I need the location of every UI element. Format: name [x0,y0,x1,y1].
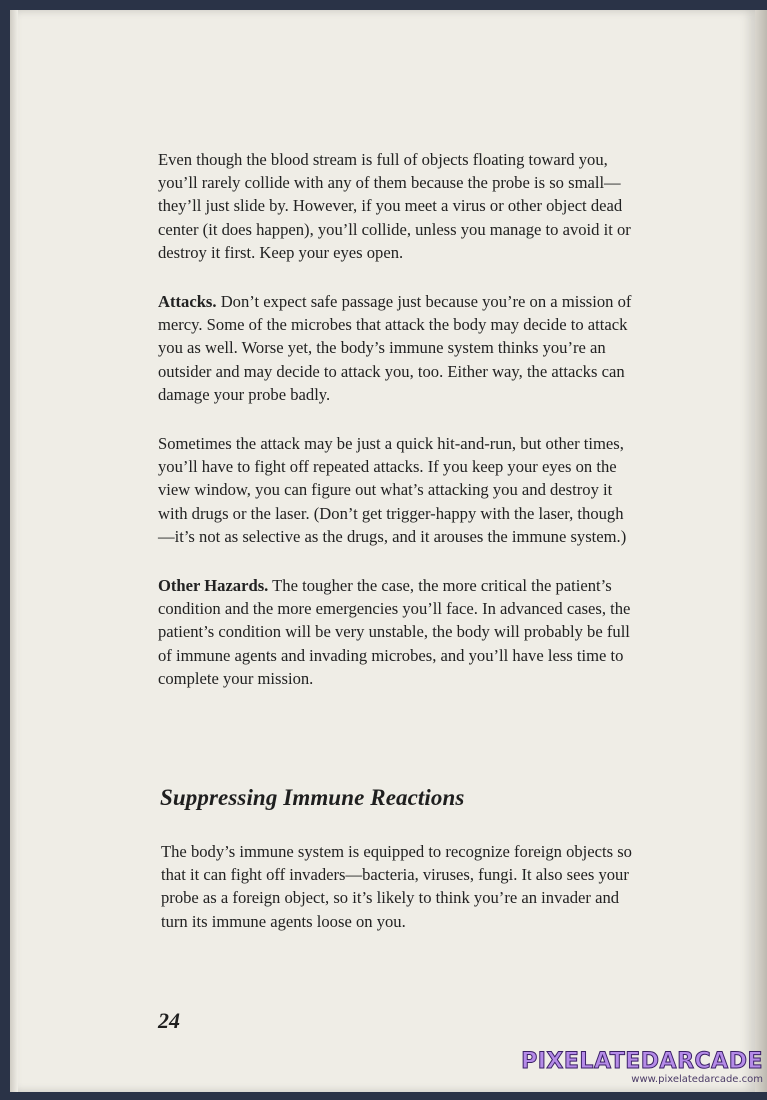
page-binding [10,10,18,1092]
paragraph-collisions: Even though the blood stream is full of objects floating toward you, you’ll rarely collide with any of them because the probe is so small—they’ll just slide by. However, if you meet a virus or other object dead center (it does happen), you’ll collide, unless you manage to avoid it or destroy it first. Keep your eyes open. [158,150,631,262]
paragraph-attacks [158,290,640,406]
watermark-brand: PIXELATEDARCADE [521,1049,763,1074]
watermark [521,1050,763,1086]
hazards-text: The tougher the case, the more critical the patient’s condition and the more emergencies you’ll face. In advanced cases, the patient’s condition will be very unstable, the body will probably be full of immune agents and invading microbes, and you’ll have less time to complete your mission. [158,576,631,688]
section-body [161,840,643,959]
page-edge [755,10,767,1092]
page-number: 24 [158,1008,180,1033]
hazards-run-in-heading: Other Hazards. [158,576,269,596]
body-text [158,148,640,716]
section-heading: Suppressing Immune Reactions [160,785,465,810]
attacks-text: Don’t expect safe passage just because you’re on a mission of mercy. Some of the microbes that attack the body may decide to attack you as well. Worse yet, the body’s immune system thinks you’re an outsider and may decide to attack you, too. Either way, the attacks can damage your probe badly. [158,292,632,404]
paragraph-other-hazards [158,574,640,690]
watermark-url: www.pixelatedarcade.com [631,1074,763,1085]
paragraph-hit-and-run: Sometimes the attack may be just a quick hit-and-run, but other times, you’ll have to fight off repeated attacks. If you keep your eyes on the view window, you can figure out what’s attacking you and destroy it with drugs or the laser. (Don’t get trigger-happy with the laser, though—it’s not as selective as the drugs, and it arouses the immune system.) [158,434,627,546]
attacks-run-in-heading: Attacks. [158,292,217,312]
paragraph-immune-system: The body’s immune system is equipped to recognize foreign objects so that it can fight off invaders—bacteria, viruses, fungi. It also sees your probe as a foreign object, so it’s likely to think you’re an invader and turn its immune agents loose on you. [161,842,632,931]
